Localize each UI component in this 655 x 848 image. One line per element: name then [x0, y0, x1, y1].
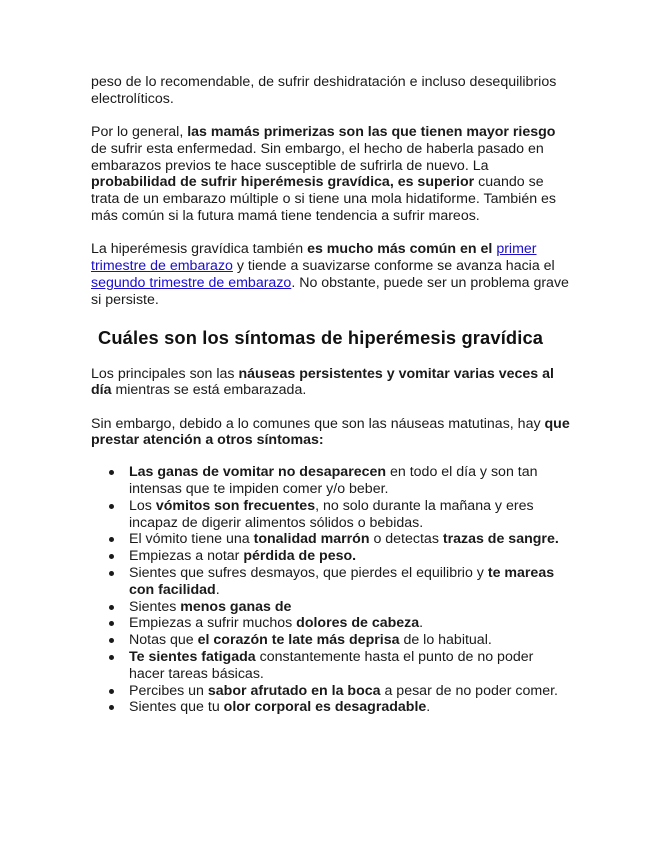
list-item: Las ganas de vomitar no desaparecen en todo el día y son tan intensas que te impiden comer y/o beber. [129, 464, 571, 498]
first-trimester-link[interactable]: primer trimestre de embarazo [91, 241, 537, 275]
list-item: Notas que el corazón te late más deprisa de lo habitual. [129, 632, 571, 649]
list-item: El vómito tiene una tonalidad marrón o detectas trazas de sangre. [129, 531, 571, 548]
list-item: Sientes que tu olor corporal es desagradable. [129, 699, 571, 716]
list-item: Te sientes fatigada constantemente hasta el punto de no poder hacer tareas básicas. [129, 649, 571, 683]
list-item: Empiezas a sufrir muchos dolores de cabeza. [129, 615, 571, 632]
second-trimester-link[interactable]: segundo trimestre de embarazo [91, 274, 292, 291]
list-item: Los vómitos son frecuentes, no solo durante la mañana y eres incapaz de digerir alimentos sólidos o bebidas. [129, 498, 571, 532]
symptom-list [91, 464, 571, 716]
intro-fragment: peso de lo recomendable, de sufrir deshidratación e incluso desequilibrios electrolíticos. [91, 74, 557, 107]
list-item: Sientes menos ganas de [129, 599, 571, 616]
main-symptoms-paragraph: Los principales son las náuseas persistentes y vomitar varias veces al día mientras se está embarazada. [91, 365, 554, 399]
list-item: Empiezas a notar pérdida de peso. [129, 548, 571, 565]
risk-paragraph: Por lo general, las mamás primerizas son las que tienen mayor riesgo de sufrir esta enfermedad. Sin embargo, el hecho de haberla pasado en embarazos previos te hace susceptible de sufrirla de nuevo. La probabilidad de sufrir hiperémesis gravídica, es superior cuando se trata de un embarazo múltiple o si tiene una mola hidatiforme. También es más común si la futura mamá tiene tendencia a sufrir mareos. [91, 124, 557, 225]
list-item: Percibes un sabor afrutado en la boca a pesar de no poder comer. [129, 683, 571, 700]
other-symptoms-intro: Sin embargo, debido a lo comunes que son las náuseas matutinas, hay que prestar atención a otros síntomas: [91, 415, 570, 449]
trimester-paragraph: La hiperémesis gravídica también es mucho más común en el primer trimestre de embarazo y tiende a suavizarse conforme se avanza hacia el segundo trimestre de embarazo. No obstante, puede ser un problema grave si persiste. [91, 241, 569, 308]
list-item: Sientes que sufres desmayos, que pierdes el equilibrio y te mareas con facilidad. [129, 565, 571, 599]
section-heading: Cuáles son los síntomas de hiperémesis gravídica [98, 326, 544, 348]
article-body [91, 74, 571, 716]
